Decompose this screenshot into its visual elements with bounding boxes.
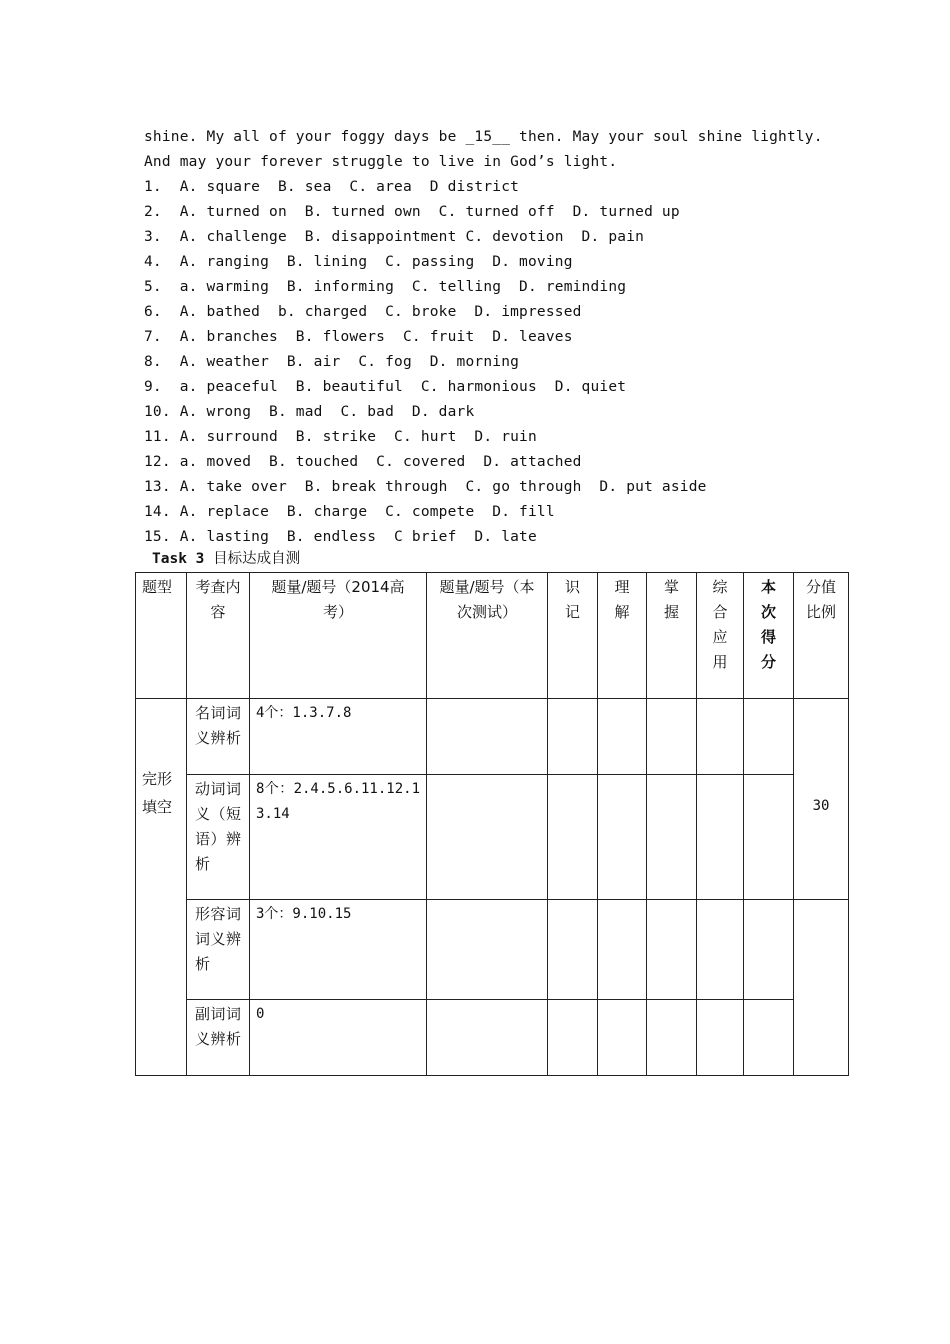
table-row: [136, 699, 849, 775]
header-count-2014: 题量/题号（2014高考）: [250, 573, 427, 699]
ratio-cell-empty: [794, 900, 849, 1076]
count-cell: 8个：2.4.5.6.11.12.13.14: [250, 775, 427, 900]
score-cell: [744, 775, 794, 900]
assessment-table: [135, 572, 849, 1076]
apply-cell: [697, 699, 744, 775]
option-line: 13. A. take over B. break through C. go through D. put aside: [144, 479, 707, 495]
task-title: 目标达成自测: [213, 551, 301, 567]
option-line: 2. A. turned on B. turned own C. turned off D. turned up: [144, 204, 680, 220]
option-line: 9. a. peaceful B. beautiful C. harmonious D. quiet: [144, 379, 627, 395]
count-cell: 4个：1.3.7.8: [250, 699, 427, 775]
count-this-cell: [427, 775, 548, 900]
count-cell: 0: [250, 1000, 427, 1076]
content-cell: 名词词义辨析: [187, 699, 250, 775]
master-cell: [647, 775, 697, 900]
option-line: 15. A. lasting B. endless C brief D. late: [144, 529, 537, 545]
task-prefix: Task 3: [152, 551, 214, 567]
section-cell: [136, 699, 187, 1076]
option-line: 1. A. square B. sea C. area D district: [144, 179, 520, 195]
understand-cell: [598, 699, 647, 775]
task-heading: [152, 548, 300, 570]
recall-cell: [548, 1000, 598, 1076]
recall-cell: [548, 775, 598, 900]
header-master: 掌握: [647, 573, 697, 699]
content-cell: 动词词义（短语）辨析: [187, 775, 250, 900]
table-header-row: [136, 573, 849, 699]
passage-line: And may your forever struggle to live in God’s light.: [144, 154, 618, 170]
header-type: 题型: [136, 573, 187, 699]
master-cell: [647, 1000, 697, 1076]
ratio-value: 30: [812, 798, 830, 814]
header-apply: 综合应用: [697, 573, 744, 699]
section-label: 完形填空: [142, 770, 173, 816]
passage-block: [144, 125, 844, 550]
recall-cell: [548, 699, 598, 775]
understand-cell: [598, 1000, 647, 1076]
option-line: 12. a. moved B. touched C. covered D. attached: [144, 454, 582, 470]
master-cell: [647, 699, 697, 775]
table-row: [136, 1000, 849, 1076]
content-cell: 副词词义辨析: [187, 1000, 250, 1076]
recall-cell: [548, 900, 598, 1000]
apply-cell: [697, 900, 744, 1000]
option-line: 3. A. challenge B. disappointment C. devotion D. pain: [144, 229, 645, 245]
option-line: 14. A. replace B. charge C. compete D. fill: [144, 504, 555, 520]
count-this-cell: [427, 699, 548, 775]
header-recall: 识记: [548, 573, 598, 699]
count-this-cell: [427, 900, 548, 1000]
apply-cell: [697, 1000, 744, 1076]
table-row: [136, 900, 849, 1000]
master-cell: [647, 900, 697, 1000]
count-cell: 3个：9.10.15: [250, 900, 427, 1000]
count-this-cell: [427, 1000, 548, 1076]
option-line: 6. A. bathed b. charged C. broke D. impressed: [144, 304, 582, 320]
option-line: 5. a. warming B. informing C. telling D. reminding: [144, 279, 627, 295]
score-cell: [744, 1000, 794, 1076]
table-row: [136, 775, 849, 900]
understand-cell: [598, 775, 647, 900]
option-line: 4. A. ranging B. lining C. passing D. moving: [144, 254, 573, 270]
header-count-this: 题量/题号（本次测试）: [427, 573, 548, 699]
score-cell: [744, 900, 794, 1000]
content-cell: 形容词词义辨析: [187, 900, 250, 1000]
option-line: 10. A. wrong B. mad C. bad D. dark: [144, 404, 475, 420]
header-score: 本次得分: [744, 573, 794, 699]
understand-cell: [598, 900, 647, 1000]
option-line: 11. A. surround B. strike C. hurt D. ruin: [144, 429, 537, 445]
header-ratio: 分值比例: [794, 573, 849, 699]
option-line: 8. A. weather B. air C. fog D. morning: [144, 354, 520, 370]
score-cell: [744, 699, 794, 775]
header-content: 考查内容: [187, 573, 250, 699]
header-understand: 理解: [598, 573, 647, 699]
option-line: 7. A. branches B. flowers C. fruit D. leaves: [144, 329, 573, 345]
passage-line: shine. My all of your foggy days be _15__ then. May your soul shine lightly.: [144, 129, 823, 145]
ratio-cell: [794, 699, 849, 900]
apply-cell: [697, 775, 744, 900]
